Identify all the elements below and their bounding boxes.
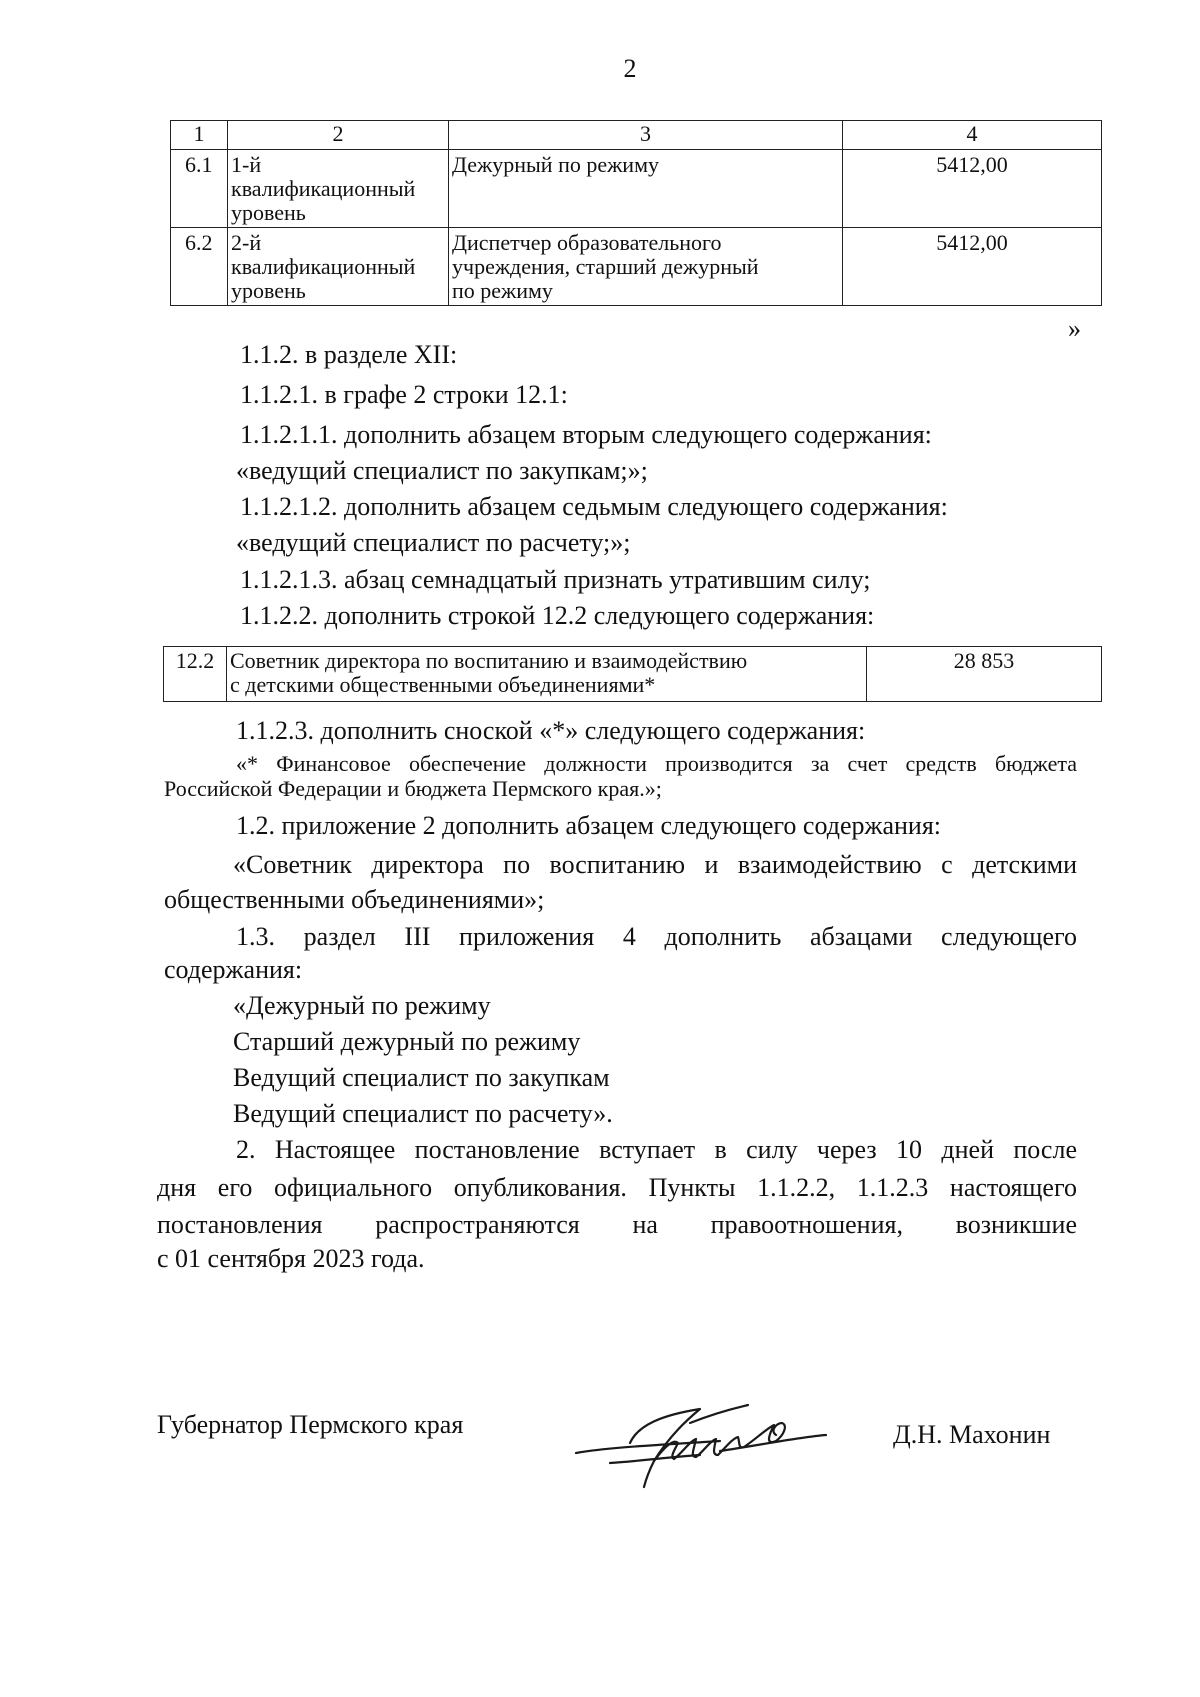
paragraph-line: 1.1.2. в разделе XII: bbox=[240, 340, 458, 369]
row-number: 6.1 bbox=[171, 150, 228, 228]
position-name bbox=[227, 647, 867, 702]
row-number: 6.2 bbox=[171, 228, 228, 306]
salary-amount: 5412,00 bbox=[843, 150, 1102, 228]
level-line: уровень bbox=[231, 278, 306, 303]
position-line: по режиму bbox=[452, 278, 553, 303]
paragraph-line: «Дежурный по режиму bbox=[233, 991, 491, 1020]
footnote-line: Российской Федерации и бюджета Пермского края.»; bbox=[164, 776, 662, 801]
paragraph-line: Ведущий специалист по закупкам bbox=[233, 1063, 610, 1092]
paragraph-line: Ведущий специалист по расчету». bbox=[233, 1099, 613, 1128]
paragraph-line: общественными объединениями»; bbox=[164, 885, 545, 914]
paragraph-line: постановления распространяются на правоотношения, возникшие bbox=[157, 1210, 1077, 1239]
paragraph-line: 1.2. приложение 2 дополнить абзацем следующего содержания: bbox=[236, 811, 942, 840]
position-line: Дежурный по режиму bbox=[452, 152, 660, 177]
page-number: 2 bbox=[623, 54, 637, 83]
paragraph-line: 1.1.2.1.1. дополнить абзацем вторым следующего содержания: bbox=[240, 420, 932, 449]
paragraph-line: 1.1.2.1.2. дополнить абзацем седьмым следующего содержания: bbox=[240, 492, 948, 521]
salary-amount: 28 853 bbox=[867, 647, 1102, 702]
header-cell: 4 bbox=[843, 121, 1102, 150]
level-line: 2-й bbox=[231, 230, 262, 255]
signatory-name: Д.Н. Махонин bbox=[893, 1420, 1051, 1449]
qualification-level bbox=[228, 150, 449, 228]
level-line: квалификационный bbox=[231, 176, 416, 201]
header-cell: 3 bbox=[449, 121, 843, 150]
header-cell: 2 bbox=[228, 121, 449, 150]
salary-amount: 5412,00 bbox=[843, 228, 1102, 306]
position-name bbox=[449, 228, 843, 306]
position-line: с детскими общественными объединениями* bbox=[230, 672, 656, 697]
qualification-level bbox=[228, 228, 449, 306]
paragraph-line: «Советник директора по воспитанию и взаимодействию с детскими bbox=[233, 850, 1077, 879]
paragraph-line: 1.1.2.1. в графе 2 строки 12.1: bbox=[240, 380, 568, 409]
salary-table bbox=[170, 120, 1102, 306]
position-line: Советник директора по воспитанию и взаимодействию bbox=[230, 648, 748, 673]
paragraph-line: 1.3. раздел III приложения 4 дополнить абзацами следующего bbox=[236, 922, 1077, 951]
closing-quote: » bbox=[1068, 314, 1081, 343]
table-row bbox=[171, 150, 1102, 228]
level-line: уровень bbox=[231, 200, 306, 225]
footnote-line: «* Финансовое обеспечение должности производится за счет средств бюджета bbox=[236, 751, 1077, 776]
paragraph-line: содержания: bbox=[164, 955, 303, 984]
signatory-title: Губернатор Пермского края bbox=[157, 1410, 464, 1439]
paragraph-line: 1.1.2.3. дополнить сноской «*» следующего содержания: bbox=[236, 716, 866, 745]
paragraph-line: 1.1.2.1.3. абзац семнадцатый признать утратившим силу; bbox=[240, 565, 871, 594]
position-name bbox=[449, 150, 843, 228]
level-line: квалификационный bbox=[231, 254, 416, 279]
paragraph-line: «ведущий специалист по расчету;»; bbox=[236, 528, 631, 557]
table-header-row bbox=[171, 121, 1102, 150]
paragraph-line: Старший дежурный по режиму bbox=[233, 1027, 581, 1056]
paragraph-line: дня его официального опубликования. Пункты 1.1.2.2, 1.1.2.3 настоящего bbox=[157, 1173, 1077, 1202]
header-cell: 1 bbox=[171, 121, 228, 150]
table-row bbox=[171, 228, 1102, 306]
level-line: 1-й bbox=[231, 152, 262, 177]
paragraph-line: 2. Настоящее постановление вступает в силу через 10 дней после bbox=[236, 1135, 1077, 1164]
added-row-table bbox=[163, 646, 1102, 702]
paragraph-line: 1.1.2.2. дополнить строкой 12.2 следующего содержания: bbox=[240, 601, 875, 630]
row-number: 12.2 bbox=[164, 647, 227, 702]
signature-image bbox=[570, 1395, 830, 1495]
paragraph-line: «ведущий специалист по закупкам;»; bbox=[236, 456, 648, 485]
paragraph-line: с 01 сентября 2023 года. bbox=[157, 1244, 425, 1273]
table-row bbox=[164, 647, 1102, 702]
position-line: учреждения, старший дежурный bbox=[452, 254, 759, 279]
position-line: Диспетчер образовательного bbox=[452, 230, 722, 255]
